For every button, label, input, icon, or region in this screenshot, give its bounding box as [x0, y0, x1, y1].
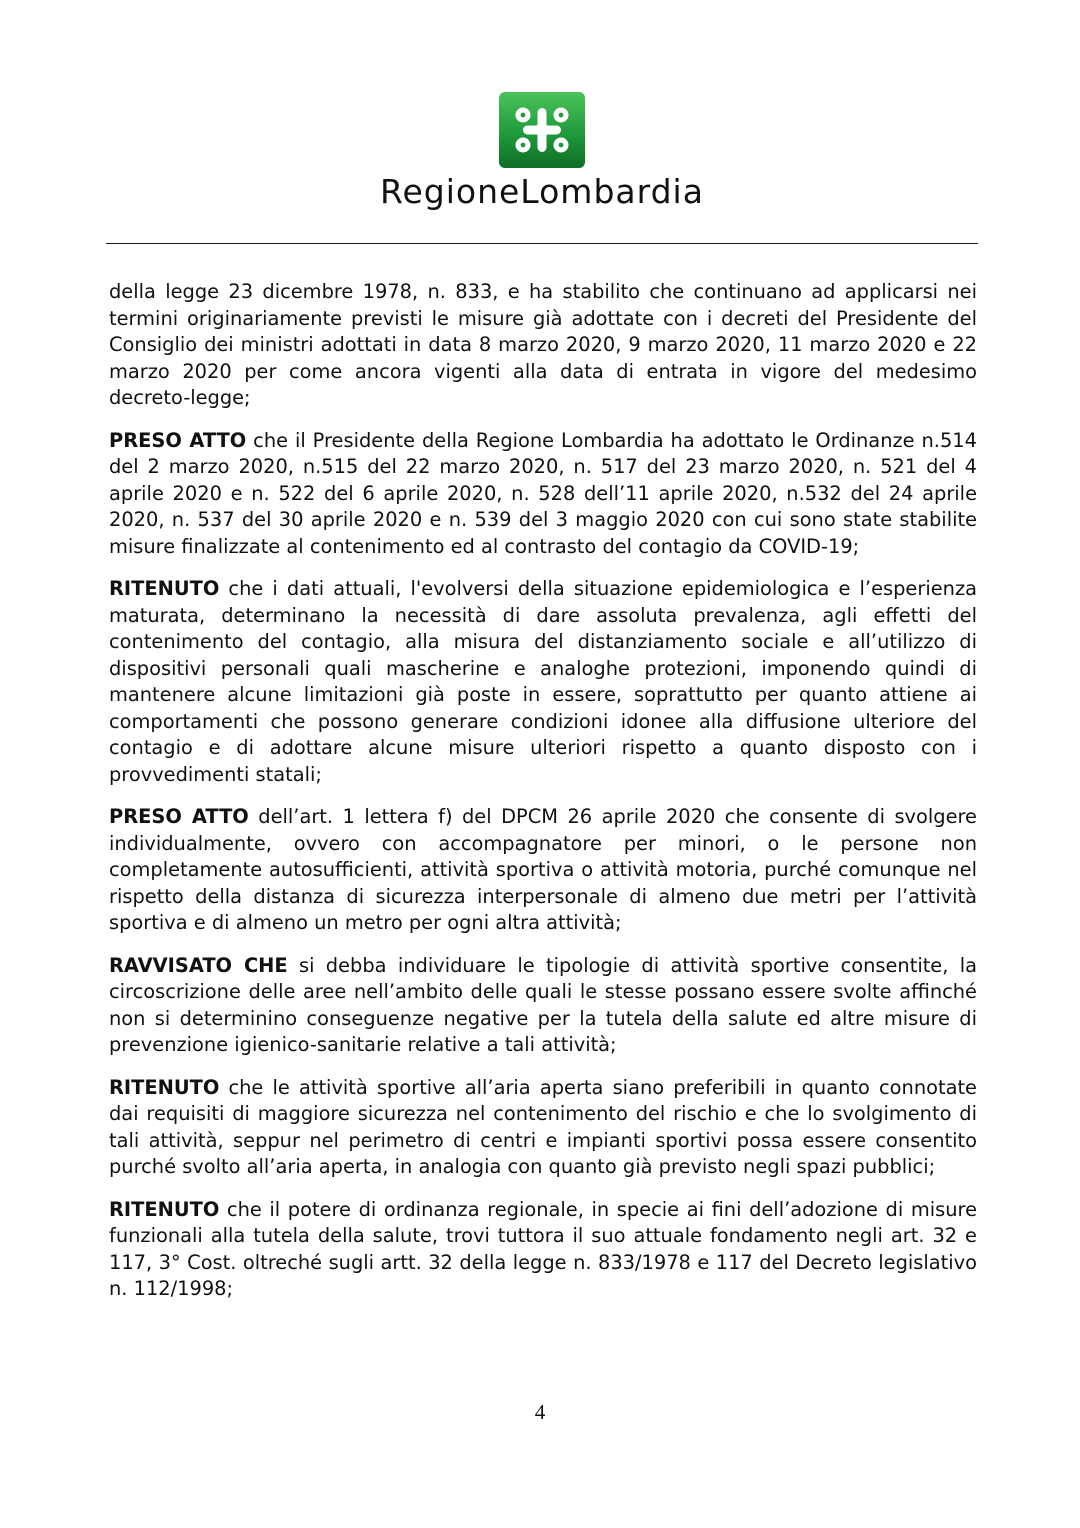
paragraph-lead: RITENUTO	[109, 1197, 220, 1221]
paragraph-4	[109, 804, 977, 937]
paragraph-text: che il potere di ordinanza regionale, in specie ai fini dell’adozione di misure funzionali alla tutela della salute, trovi tuttora il suo attuale fondamento negli art. 32 e 117, 3° Cost. oltreché sugli artt. 32 della legge n. 833/1978 e 117 del Decreto legislativo n. 112/1998;	[109, 1197, 977, 1300]
paragraph-text: che il Presidente della Regione Lombardia ha adottato le Ordinanze n.514 del 2 marzo 2020, n.515 del 22 marzo 2020, n. 517 del 23 marzo 2020, n. 521 del 4 aprile 2020 e n. 522 del 6 aprile 2020, n. 528 dell’11 aprile 2020, n.532 del 24 aprile 2020, n. 537 del 30 aprile 2020 e n. 539 del 3 maggio 2020 con cui sono state stabilite misure finalizzate al contenimento ed al contrasto del contagio da COVID-19;	[109, 428, 977, 558]
paragraph-1	[109, 279, 977, 412]
paragraph-text: si debba individuare le tipologie di attività sportive consentite, la circoscrizione delle aree nell’ambito delle quali le stesse possano essere svolte affinché non si determinino conseguenze negative per la tutela della salute ed altre misure di prevenzione igienico-sanitarie relative a tali attività;	[109, 953, 977, 1056]
paragraph-lead: RAVVISATO CHE	[109, 953, 288, 977]
paragraph-text: che i dati attuali, l'evolversi della situazione epidemiologica e l’esperienza maturata, determinano la necessità di dare assoluta prevalenza, agli effetti del contenimento del contagio, alla misura del distanziamento sociale e all’utilizzo di dispositivi personali quali mascherine e analoghe protezioni, imponendo quindi di mantenere alcune limitazioni già poste in essere, soprattutto per quanto attiene ai comportamenti che possono generare condizioni idonee alla diffusione ulteriore del contagio e di adottare alcune misure ulteriori rispetto a quanto disposto con i provvedimenti statali;	[109, 577, 977, 786]
paragraph-lead: RITENUTO	[109, 577, 220, 600]
paragraph-6	[109, 1075, 977, 1181]
paragraph-text: dell’art. 1 lettera f) del DPCM 26 aprile 2020 che consente di svolgere individualmente, ovvero con accompagnatore per minori, o le persone non completamente autosufficienti, attività sportiva o attività motoria, purché comunque nel rispetto della distanza di sicurezza interpersonale di almeno due metri per l’attività sportiva e di almeno un metro per ogni altra attività;	[109, 805, 977, 934]
paragraph-text: che le attività sportive all’aria aperta siano preferibili in quanto connotate dai requisiti di maggiore sicurezza nel contenimento del rischio e che lo svolgimento di tali attività, seppur nel perimetro di centri e impianti sportivi possa essere consentito purché svolto all’aria aperta, in analogia con quanto già previsto negli spazi pubblici;	[109, 1075, 977, 1178]
logo-wordmark: RegioneLombardia	[380, 172, 704, 211]
header-divider	[106, 243, 978, 244]
paragraph-lead: PRESO ATTO	[109, 428, 247, 452]
letterhead	[0, 88, 1080, 218]
rosa-camuna-icon	[499, 92, 585, 168]
document-body	[109, 279, 977, 1319]
regione-lombardia-logo	[499, 92, 585, 168]
paragraph-2	[109, 428, 977, 561]
paragraph-lead: RITENUTO	[109, 1075, 220, 1099]
paragraph-5	[109, 953, 977, 1059]
paragraph-text: della legge 23 dicembre 1978, n. 833, e ha stabilito che continuano ad applicarsi nei termini originariamente previsti le misure già adottate con i decreti del Presidente del Consiglio dei ministri adottati in data 8 marzo 2020, 9 marzo 2020, 11 marzo 2020 e 22 marzo 2020 per come ancora vigenti alla data di entrata in vigore del medesimo decreto-legge;	[109, 280, 977, 409]
paragraph-3	[109, 576, 977, 788]
paragraph-7	[109, 1197, 977, 1303]
page-number: 4	[534, 1400, 546, 1424]
paragraph-lead: PRESO ATTO	[109, 805, 249, 828]
